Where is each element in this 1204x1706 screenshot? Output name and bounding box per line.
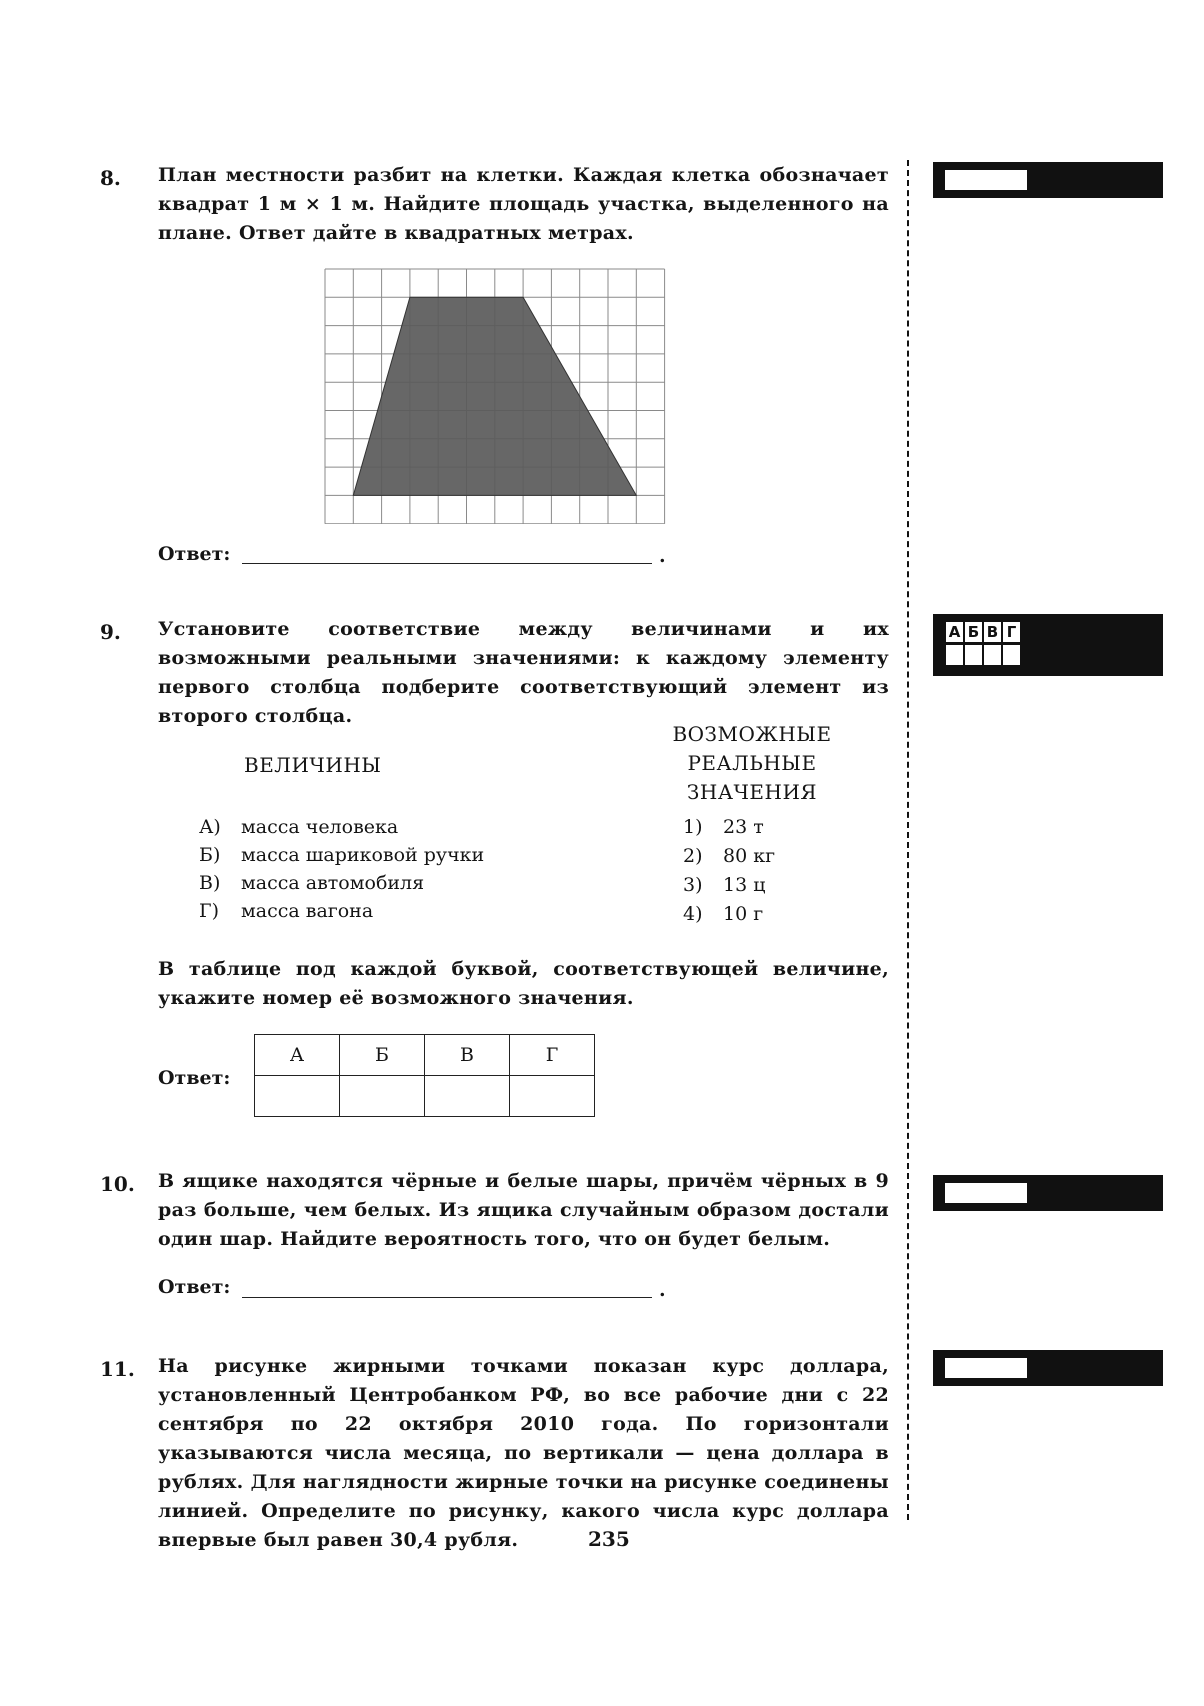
answer-box-8[interactable] [945,170,1027,190]
answer-bar-10 [933,1175,1163,1211]
side-box-a[interactable] [946,645,963,665]
answer-table-header-row [255,1035,595,1076]
answer-col-g-header: Г [510,1035,595,1076]
question-11-text: На рисунке жирными точками показан курс доллара, установленный Центробанком РФ, во все рабочие дни с 22 сентября по 22 октября 2010 года. По горизонтали указываются числа месяца, по вертикали — цена доллара в рублях. Для наглядности жирные точки на рисунке соединены линией. Определите по рисунку, какого числа курс доллара впервые был равен 30,4 рубля. [158,1355,889,1551]
item-mark: Г) [199,900,219,922]
item-text: масса шариковой ручки [241,844,485,866]
side-letter-v: В [984,622,1001,642]
list-item [199,844,559,872]
list-item [199,816,559,844]
answer-table-input-row [255,1076,595,1117]
answer-bar-9 [933,614,1163,676]
list-item [199,900,559,928]
item-text: 10 г [723,903,764,925]
plot-plan-figure [324,268,666,524]
values-header-line-3: ЗНАЧЕНИЯ [686,780,818,804]
item-mark: А) [199,816,221,838]
item-mark: Б) [199,844,221,866]
question-8-answer-label: Ответ: [158,543,231,565]
values-header [664,720,840,807]
question-10-answer-line[interactable] [242,1297,652,1298]
cut-line [907,160,909,1520]
item-text: 13 ц [723,874,766,896]
question-8-text: План местности разбит на клетки. Каждая клетка обозначает квадрат 1 м × 1 м. Найдите площадь участка, выделенного на плане. Ответ дайте в квадратных метрах. [158,164,889,244]
item-mark: В) [199,872,221,894]
list-item [683,845,863,874]
question-10-answer-dot: . [659,1279,666,1301]
values-header-line-2: РЕАЛЬНЫЕ [687,751,817,775]
answer-cell-v[interactable] [425,1076,510,1117]
answer-col-v-header: В [425,1035,510,1076]
side-letter-b: Б [965,622,982,642]
item-text: масса вагона [241,900,374,922]
question-8-answer-line[interactable] [242,563,652,564]
side-letter-a: А [946,622,963,642]
list-item [683,903,863,932]
quantities-list [199,816,559,928]
question-8-number: 8. [100,166,121,190]
item-text: 23 т [723,816,764,838]
values-list [683,816,863,932]
question-9-text: Установите соответствие между величинами и их возможными реальными значениями: к каждому элементу первого столбца подберите соответствующий элемент из второго столбца. [158,618,889,727]
item-mark: 1) [683,816,703,838]
item-mark: 2) [683,845,703,867]
answer-box-10[interactable] [945,1183,1027,1203]
item-text: масса человека [241,816,399,838]
highlighted-plot [353,297,636,495]
answer-bar-8 [933,162,1163,198]
question-11-number: 11. [100,1357,135,1381]
side-box-v[interactable] [984,645,1001,665]
item-mark: 3) [683,874,703,896]
page-number: 235 [588,1527,630,1551]
answer-cell-b[interactable] [340,1076,425,1117]
item-text: масса автомобиля [241,872,425,894]
answer-col-a-header: А [255,1035,340,1076]
answer-col-b-header: Б [340,1035,425,1076]
question-10-answer-label: Ответ: [158,1276,231,1298]
question-9-instruction: В таблице под каждой буквой, соответствующей величине, укажите номер её возможного значения. [158,958,889,1009]
answer-cell-g[interactable] [510,1076,595,1117]
list-item [683,874,863,903]
question-9-answer-table [254,1034,595,1117]
side-box-g[interactable] [1003,645,1020,665]
values-header-line-1: ВОЗМОЖНЫЕ [672,722,832,746]
question-9-number: 9. [100,620,121,644]
list-item [199,872,559,900]
quantities-header: ВЕЛИЧИНЫ [244,753,382,777]
answer-bar-11 [933,1350,1163,1386]
question-10-text: В ящике находятся чёрные и белые шары, причём чёрных в 9 раз больше, чем белых. Из ящика случайным образом достали один шар. Найдите вероятность того, что он будет белым. [158,1170,889,1250]
question-10-number: 10. [100,1172,135,1196]
list-item [683,816,863,845]
item-text: 80 кг [723,845,776,867]
item-mark: 4) [683,903,703,925]
answer-cell-a[interactable] [255,1076,340,1117]
side-letter-g: Г [1003,622,1020,642]
side-box-b[interactable] [965,645,982,665]
question-9-answer-label: Ответ: [158,1067,231,1089]
answer-box-11[interactable] [945,1358,1027,1378]
question-8-answer-dot: . [659,545,666,567]
